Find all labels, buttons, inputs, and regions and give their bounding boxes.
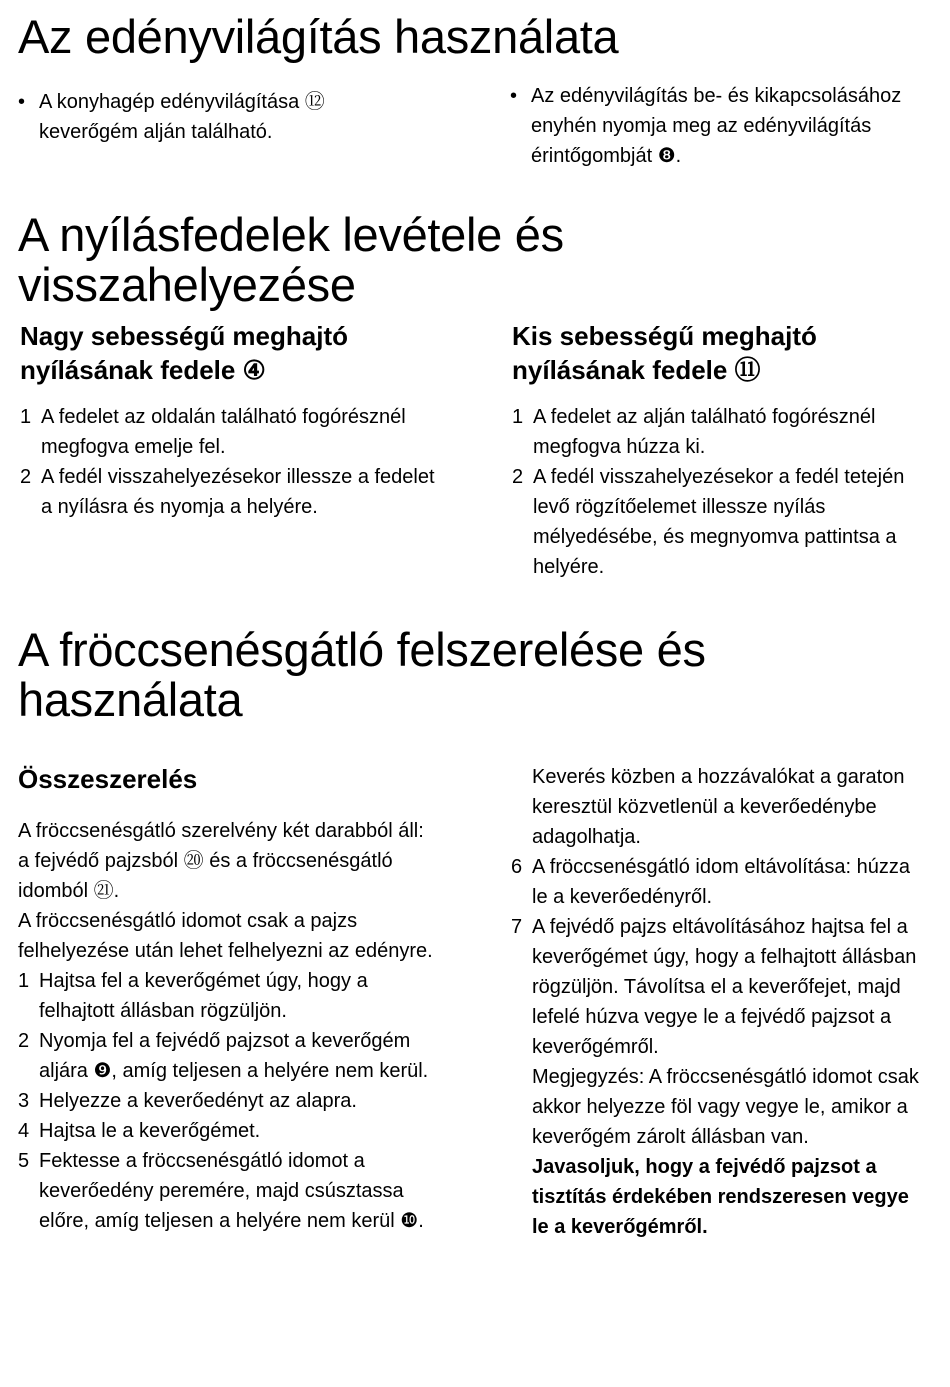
list-item — [510, 81, 920, 171]
continued-paragraph: Keverés közben a hozzávalókat a garaton keresztül közvetlenül a keverőedénybe adagolhatja. — [532, 766, 905, 848]
step-number: 7 — [511, 916, 523, 938]
step-number: 1 — [20, 406, 32, 428]
subheading-assembly: Összeszerelés — [18, 764, 198, 794]
step-item — [511, 852, 929, 912]
bullet-marker: • — [18, 91, 26, 113]
steps-high-speed-cover — [20, 402, 440, 522]
step-text: A fedelet az alján található fogórésznél megfogva húzza ki. — [533, 406, 876, 458]
step-text: A fröccsenésgátló idom eltávolítása: húzza le a keverőedényről. — [532, 856, 910, 908]
list-item-text: Az edényvilágítás be- és kikapcsolásához enyhén nyomja meg az edényvilágítás érintőgombját ❽. — [531, 85, 902, 167]
step-number: 4 — [18, 1120, 30, 1142]
step-item — [18, 1146, 438, 1236]
step-item — [18, 1086, 438, 1116]
step-item — [20, 462, 440, 522]
note-paragraph: Megjegyzés: A fröccsenésgátló idomot csak akkor helyezze föl vagy vegye le, amikor a keverőgém zárolt állásban van. — [532, 1066, 919, 1148]
step-text: Helyezze a keverőedényt az alapra. — [39, 1090, 357, 1112]
heading-line: Nagy sebességű meghajtó — [20, 321, 348, 351]
step-number: 1 — [512, 406, 524, 428]
step-number: 2 — [512, 466, 524, 488]
step-text: A fejvédő pajzs eltávolításához hajtsa fel a keverőgémet úgy, hogy a felhajtott állásban rögzüljön. Távolítsa el a keverőfejet, majd lefelé húzva vegye le a fejvédő pajzsot a keverőgémről. — [532, 916, 917, 1058]
step-item — [512, 402, 924, 462]
title-line: használata — [18, 673, 243, 726]
step-item — [18, 966, 438, 1026]
recommendation-note: Javasoljuk, hogy a fejvédő pajzsot a tisztítás érdekében rendszeresen vegye le a keverőgémről. — [532, 1156, 909, 1238]
step-number: 1 — [18, 970, 30, 992]
step-number: 2 — [18, 1030, 30, 1052]
steps-removal — [511, 852, 929, 1062]
section-title-covers — [18, 210, 564, 310]
step-text: Fektesse a fröccsenésgátló idomot a keverőedény peremére, majd csúsztassa előre, amíg teljesen a helyére nem kerül ❿. — [39, 1150, 424, 1232]
paragraph: A fröccsenésgátló idomot csak a pajzs felhelyezése után lehet felhelyezni az edényre. — [18, 910, 433, 962]
heading-line: nyílásának fedele ④ — [20, 355, 266, 385]
light-bullet-list-left — [18, 87, 398, 147]
paragraph: A fröccsenésgátló szerelvény két darabból áll: a fejvédő pajzsból ⑳ és a fröccsenésgátló idomból ㉑. — [18, 820, 424, 902]
step-text: A fedél visszahelyezésekor illessze a fedelet a nyílásra és nyomja a helyére. — [41, 466, 435, 518]
step-item — [18, 1026, 438, 1086]
title-line: A fröccsenésgátló felszerelése és — [18, 623, 706, 676]
list-item — [18, 87, 398, 147]
steps-assembly — [18, 966, 438, 1236]
title-line: visszahelyezése — [18, 258, 356, 311]
subheading-low-speed-cover — [512, 319, 817, 387]
step-item — [512, 462, 924, 582]
step-item — [20, 402, 440, 462]
step-text: Nyomja fel a fejvédő pajzsot a keverőgém aljára ❾, amíg teljesen a helyére nem kerül. — [39, 1030, 429, 1082]
heading-line: nyílásának fedele ⑪ — [512, 355, 761, 385]
step-number: 6 — [511, 856, 523, 878]
bullet-marker: • — [510, 85, 518, 107]
step-item — [18, 1116, 438, 1146]
heading-line: Kis sebességű meghajtó — [512, 321, 817, 351]
step-text: A fedél visszahelyezésekor a fedél tetején levő rögzítőelemet illessze nyílás mélyedésébe, és megnyomva pattintsa a helyére. — [533, 466, 905, 578]
steps-low-speed-cover — [512, 402, 924, 582]
section-title-splash-guard — [18, 625, 706, 725]
step-number: 2 — [20, 466, 32, 488]
step-text: Hajtsa le a keverőgémet. — [39, 1120, 261, 1142]
step-number: 5 — [18, 1150, 30, 1172]
assembly-column-left — [18, 762, 438, 1236]
step-text: A fedelet az oldalán található fogórésznél megfogva emelje fel. — [41, 406, 406, 458]
step-number: 3 — [18, 1090, 30, 1112]
assembly-column-right — [511, 762, 929, 1242]
title-line: A nyílásfedelek levétele és — [18, 208, 564, 261]
step-item — [511, 912, 929, 1062]
subheading-high-speed-cover — [20, 319, 348, 387]
light-bullet-list-right — [510, 81, 920, 171]
step-text: Hajtsa fel a keverőgémet úgy, hogy a felhajtott állásban rögzüljön. — [39, 970, 368, 1022]
section-title-light: Az edényvilágítás használata — [18, 10, 619, 63]
list-item-text: A konyhagép edényvilágítása ⑫ keverőgém alján található. — [39, 91, 325, 143]
